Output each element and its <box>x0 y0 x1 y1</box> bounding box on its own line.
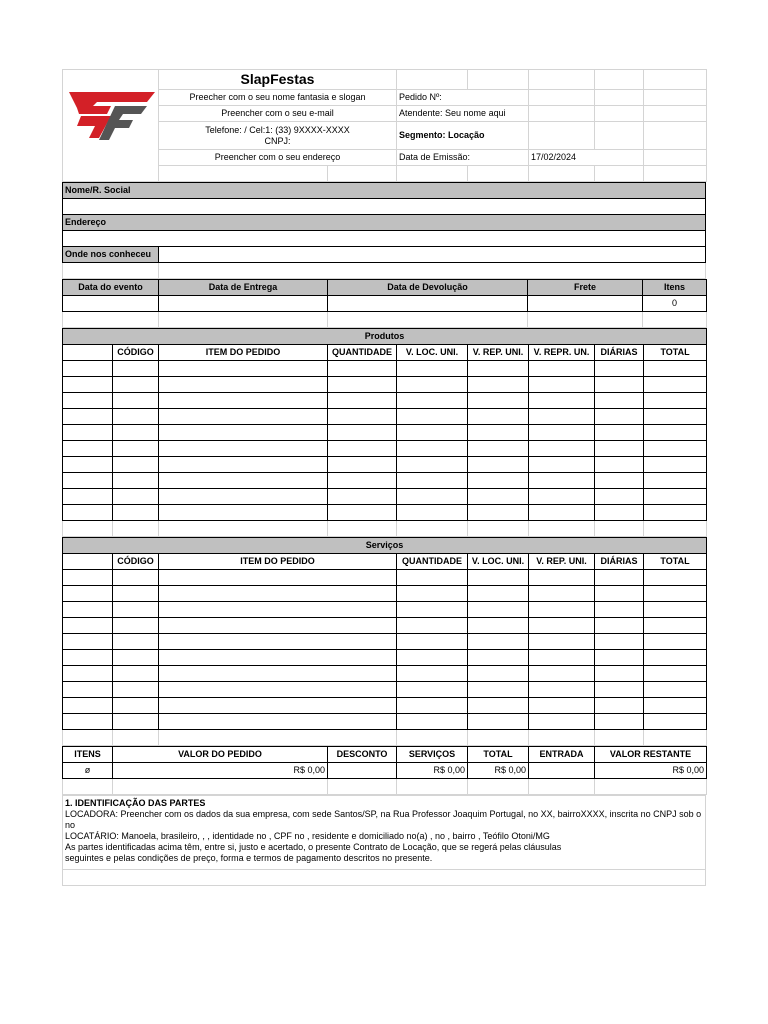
client-name-label: Nome/R. Social <box>63 183 706 199</box>
terms-section <box>62 795 706 886</box>
products-table-row <box>63 489 707 505</box>
phone-line: Telefone: / Cel:1: (33) 9XXXX-XXXX <box>205 124 350 135</box>
products-table <box>62 328 707 537</box>
services-table-cell[interactable] <box>468 666 529 682</box>
services-table-cell[interactable] <box>63 602 113 618</box>
products-table-cell[interactable] <box>529 425 595 441</box>
slogan-field[interactable]: Preecher com o seu nome fantasia e slogan <box>159 90 397 106</box>
services-table-cell[interactable] <box>397 650 468 666</box>
products-table-row <box>63 393 707 409</box>
services-table-cell[interactable] <box>468 682 529 698</box>
services-col-loc-unit: V. LOC. UNI. <box>468 554 529 570</box>
products-table-row <box>63 505 707 521</box>
services-table-cell[interactable] <box>468 698 529 714</box>
services-table-cell[interactable] <box>529 586 595 602</box>
services-table-cell[interactable] <box>644 602 707 618</box>
services-table-cell[interactable] <box>595 618 644 634</box>
products-table-cell[interactable] <box>595 425 644 441</box>
items-header: Itens <box>643 280 707 296</box>
terms-locatario: LOCATÁRIO: Manoela, brasileiro, , , identidade no , CPF no , residente e domiciliado no(a) , no , bairro , Teófilo Otoni/MG <box>65 831 550 841</box>
issue-date-value[interactable]: 17/02/2024 <box>529 150 644 166</box>
products-table-cell[interactable] <box>397 457 468 473</box>
totals-order-value-header: VALOR DO PEDIDO <box>113 747 328 763</box>
products-table-cell[interactable] <box>328 425 397 441</box>
services-table-cell[interactable] <box>529 602 595 618</box>
products-table-cell[interactable] <box>468 377 529 393</box>
products-table-cell[interactable] <box>113 377 159 393</box>
products-table-cell[interactable] <box>159 505 328 521</box>
services-table-cell[interactable] <box>644 570 707 586</box>
services-table-cell[interactable] <box>159 602 397 618</box>
products-table-cell[interactable] <box>595 473 644 489</box>
products-col-item: ITEM DO PEDIDO <box>159 345 328 361</box>
products-table-cell[interactable] <box>468 473 529 489</box>
products-table-cell[interactable] <box>644 489 707 505</box>
products-table-cell[interactable] <box>397 473 468 489</box>
services-table-cell[interactable] <box>595 570 644 586</box>
services-table-cell[interactable] <box>595 586 644 602</box>
services-table-cell[interactable] <box>397 698 468 714</box>
products-table-cell[interactable] <box>328 393 397 409</box>
services-table-cell[interactable] <box>529 618 595 634</box>
products-table-cell[interactable] <box>63 393 113 409</box>
products-table-cell[interactable] <box>644 393 707 409</box>
products-table-cell[interactable] <box>595 457 644 473</box>
products-table-cell[interactable] <box>113 489 159 505</box>
products-table-cell[interactable] <box>159 441 328 457</box>
order-number-label: Pedido Nº: <box>397 90 529 106</box>
products-table-cell[interactable] <box>397 409 468 425</box>
products-table-cell[interactable] <box>595 489 644 505</box>
products-table-row <box>63 425 707 441</box>
services-table-cell[interactable] <box>113 570 159 586</box>
products-title: Produtos <box>63 329 707 345</box>
logo-cell <box>63 70 159 182</box>
services-table-cell[interactable] <box>63 682 113 698</box>
products-table-cell[interactable] <box>468 441 529 457</box>
products-table-cell[interactable] <box>113 393 159 409</box>
services-table-cell[interactable] <box>63 698 113 714</box>
order-form-sheet <box>62 69 706 886</box>
products-table-cell[interactable] <box>529 393 595 409</box>
services-table-cell[interactable] <box>529 698 595 714</box>
services-table-row <box>63 634 707 650</box>
services-table-cell[interactable] <box>63 634 113 650</box>
products-table-cell[interactable] <box>529 505 595 521</box>
products-table-cell[interactable] <box>63 505 113 521</box>
event-date-header: Data do evento <box>63 280 159 296</box>
products-table-cell[interactable] <box>328 505 397 521</box>
services-table-cell[interactable] <box>159 650 397 666</box>
event-date-input[interactable] <box>63 296 159 312</box>
totals-down-payment-value[interactable] <box>529 763 595 779</box>
products-table-cell[interactable] <box>328 457 397 473</box>
services-table-cell[interactable] <box>595 602 644 618</box>
totals-order-value: R$ 0,00 <box>113 763 328 779</box>
services-table-cell[interactable] <box>529 714 595 730</box>
products-table-cell[interactable] <box>159 425 328 441</box>
services-table-cell[interactable] <box>113 634 159 650</box>
client-address-label: Endereço <box>63 215 706 231</box>
services-table-cell[interactable] <box>63 650 113 666</box>
services-table-row <box>63 570 707 586</box>
services-table-cell[interactable] <box>468 650 529 666</box>
products-table-row <box>63 409 707 425</box>
services-table-cell[interactable] <box>113 698 159 714</box>
services-title: Serviços <box>63 538 707 554</box>
services-table-cell[interactable] <box>63 570 113 586</box>
source-input[interactable] <box>159 247 706 263</box>
services-table-cell[interactable] <box>595 650 644 666</box>
totals-services-value: R$ 0,00 <box>397 763 468 779</box>
totals-remaining-value: R$ 0,00 <box>595 763 707 779</box>
services-table-cell[interactable] <box>397 634 468 650</box>
products-col-days: DIÁRIAS <box>595 345 644 361</box>
email-field[interactable]: Preencher com o seu e-mail <box>159 106 397 122</box>
services-table-cell[interactable] <box>529 682 595 698</box>
services-table-cell[interactable] <box>595 666 644 682</box>
products-table-row <box>63 377 707 393</box>
totals-table <box>62 746 707 795</box>
products-table-cell[interactable] <box>644 377 707 393</box>
products-table-cell[interactable] <box>328 473 397 489</box>
products-table-cell[interactable] <box>468 425 529 441</box>
services-col-rep-unit: V. REP. UNI. <box>529 554 595 570</box>
services-table-cell[interactable] <box>113 682 159 698</box>
services-table-cell[interactable] <box>595 634 644 650</box>
products-table-cell[interactable] <box>595 393 644 409</box>
services-table-cell[interactable] <box>529 666 595 682</box>
client-section <box>62 182 706 279</box>
freight-input[interactable] <box>528 296 643 312</box>
products-col-repr-unit: V. REPR. UN. <box>529 345 595 361</box>
cnpj-line: CNPJ: <box>264 135 291 146</box>
services-table-cell[interactable] <box>468 586 529 602</box>
services-table-cell[interactable] <box>529 570 595 586</box>
products-table-row <box>63 441 707 457</box>
services-table-row <box>63 682 707 698</box>
services-table-cell[interactable] <box>468 602 529 618</box>
services-table-cell[interactable] <box>644 650 707 666</box>
services-table-cell[interactable] <box>113 586 159 602</box>
products-table-cell[interactable] <box>159 473 328 489</box>
services-table-cell[interactable] <box>159 634 397 650</box>
services-table-cell[interactable] <box>397 602 468 618</box>
services-table-cell[interactable] <box>113 602 159 618</box>
products-table-cell[interactable] <box>644 441 707 457</box>
company-name: SlapFestas <box>159 70 397 90</box>
services-table <box>62 537 707 746</box>
freight-header: Frete <box>528 280 643 296</box>
products-table-cell[interactable] <box>468 409 529 425</box>
totals-items-value: ø <box>63 763 113 779</box>
products-table-cell[interactable] <box>595 377 644 393</box>
services-table-cell[interactable] <box>113 618 159 634</box>
services-table-cell[interactable] <box>397 682 468 698</box>
terms-heading: 1. IDENTIFICAÇÃO DAS PARTES <box>65 798 206 808</box>
products-table-row <box>63 361 707 377</box>
products-col-total: TOTAL <box>644 345 707 361</box>
products-table-cell[interactable] <box>328 409 397 425</box>
services-table-cell[interactable] <box>529 634 595 650</box>
client-address-input[interactable] <box>63 231 706 247</box>
services-table-cell[interactable] <box>113 666 159 682</box>
services-col-item: ITEM DO PEDIDO <box>159 554 397 570</box>
services-table-cell[interactable] <box>159 714 397 730</box>
products-table-cell[interactable] <box>529 473 595 489</box>
products-table-cell[interactable] <box>468 505 529 521</box>
products-table-cell[interactable] <box>397 393 468 409</box>
issue-date-label: Data de Emissão: <box>397 150 529 166</box>
products-table-cell[interactable] <box>63 457 113 473</box>
services-table-cell[interactable] <box>159 586 397 602</box>
products-table-cell[interactable] <box>529 457 595 473</box>
products-table-cell[interactable] <box>529 489 595 505</box>
services-table-cell[interactable] <box>468 570 529 586</box>
services-table-cell[interactable] <box>644 698 707 714</box>
terms-agreement: As partes identificadas acima têm, entre si, justo e acertado, o presente Contrato de Locação, que se regerá pelas cláusulas seguintes e pelas condições de preço, forma e termos de pagamento descritos no presente. <box>65 842 562 863</box>
services-table-cell[interactable] <box>644 682 707 698</box>
totals-discount-value[interactable] <box>328 763 397 779</box>
services-table-row <box>63 698 707 714</box>
company-logo <box>67 88 157 140</box>
services-table-row <box>63 666 707 682</box>
products-table-row <box>63 473 707 489</box>
products-table-cell[interactable] <box>159 409 328 425</box>
services-col-days: DIÁRIAS <box>595 554 644 570</box>
products-table-cell[interactable] <box>159 457 328 473</box>
services-table-cell[interactable] <box>159 682 397 698</box>
totals-down-payment-header: ENTRADA <box>529 747 595 763</box>
services-table-row <box>63 602 707 618</box>
products-table-cell[interactable] <box>397 425 468 441</box>
products-table-cell[interactable] <box>595 361 644 377</box>
services-table-cell[interactable] <box>644 714 707 730</box>
return-date-input[interactable] <box>328 296 528 312</box>
products-table-cell[interactable] <box>113 425 159 441</box>
services-table-cell[interactable] <box>644 634 707 650</box>
services-table-cell[interactable] <box>644 618 707 634</box>
products-table-cell[interactable] <box>529 441 595 457</box>
products-table-cell[interactable] <box>644 457 707 473</box>
company-header <box>62 69 707 182</box>
items-count: 0 <box>643 296 707 312</box>
products-table-cell[interactable] <box>63 425 113 441</box>
products-table-cell[interactable] <box>468 361 529 377</box>
products-col-rep-unit: V. REP. UNI. <box>468 345 529 361</box>
totals-total-value: R$ 0,00 <box>468 763 529 779</box>
services-table-cell[interactable] <box>63 586 113 602</box>
services-col-qty: QUANTIDADE <box>397 554 468 570</box>
products-table-cell[interactable] <box>595 441 644 457</box>
products-table-cell[interactable] <box>159 489 328 505</box>
products-table-cell[interactable] <box>468 489 529 505</box>
event-section <box>62 279 707 328</box>
products-table-cell[interactable] <box>529 377 595 393</box>
services-table-cell[interactable] <box>159 666 397 682</box>
source-label: Onde nos conheceu <box>63 247 159 263</box>
products-table-cell[interactable] <box>63 377 113 393</box>
services-table-cell[interactable] <box>595 714 644 730</box>
products-table-cell[interactable] <box>63 361 113 377</box>
services-table-cell[interactable] <box>595 698 644 714</box>
products-table-cell[interactable] <box>113 441 159 457</box>
services-table-cell[interactable] <box>159 618 397 634</box>
return-date-header: Data de Devolução <box>328 280 528 296</box>
products-table-cell[interactable] <box>397 377 468 393</box>
products-table-cell[interactable] <box>159 393 328 409</box>
products-table-cell[interactable] <box>113 473 159 489</box>
products-table-cell[interactable] <box>644 425 707 441</box>
products-col-loc-unit: V. LOC. UNI. <box>397 345 468 361</box>
services-table-cell[interactable] <box>468 714 529 730</box>
services-table-cell[interactable] <box>397 586 468 602</box>
products-table-cell[interactable] <box>113 505 159 521</box>
address-field[interactable]: Preencher com o seu endereço <box>159 150 397 166</box>
products-table-cell[interactable] <box>328 377 397 393</box>
terms-text <box>63 796 706 870</box>
services-table-row <box>63 586 707 602</box>
services-table-cell[interactable] <box>159 570 397 586</box>
services-table-cell[interactable] <box>113 650 159 666</box>
terms-locadora: LOCADORA: Preencher com os dados da sua empresa, com sede Santos/SP, na Rua Professor Joaquim Portugal, no XX, bairroXXXX, inscrita no CNPJ sob o no <box>65 809 702 830</box>
totals-remaining-header: VALOR RESTANTE <box>595 747 707 763</box>
services-table-cell[interactable] <box>468 634 529 650</box>
services-table-cell[interactable] <box>397 714 468 730</box>
client-name-input[interactable] <box>63 199 706 215</box>
services-table-cell[interactable] <box>63 618 113 634</box>
totals-total-header: TOTAL <box>468 747 529 763</box>
products-table-cell[interactable] <box>468 457 529 473</box>
products-table-cell[interactable] <box>529 409 595 425</box>
services-table-cell[interactable] <box>529 650 595 666</box>
services-table-cell[interactable] <box>63 666 113 682</box>
products-table-cell[interactable] <box>113 457 159 473</box>
products-table-cell[interactable] <box>159 361 328 377</box>
products-table-cell[interactable] <box>328 361 397 377</box>
services-table-cell[interactable] <box>468 618 529 634</box>
delivery-date-header: Data de Entrega <box>159 280 328 296</box>
products-table-cell[interactable] <box>113 409 159 425</box>
services-table-cell[interactable] <box>644 666 707 682</box>
products-table-cell[interactable] <box>63 473 113 489</box>
services-table-row <box>63 714 707 730</box>
segment-label: Segmento: Locação <box>397 122 529 150</box>
services-table-cell[interactable] <box>397 666 468 682</box>
services-table-cell[interactable] <box>595 682 644 698</box>
phone-cnpj-field[interactable] <box>159 122 397 150</box>
products-col-qty: QUANTIDADE <box>328 345 397 361</box>
services-col-code: CÓDIGO <box>113 554 159 570</box>
products-table-cell[interactable] <box>397 505 468 521</box>
totals-services-header: SERVIÇOS <box>397 747 468 763</box>
services-table-cell[interactable] <box>159 698 397 714</box>
products-table-cell[interactable] <box>468 393 529 409</box>
products-table-cell[interactable] <box>644 505 707 521</box>
products-table-cell[interactable] <box>159 377 328 393</box>
services-table-cell[interactable] <box>397 570 468 586</box>
totals-discount-header: DESCONTO <box>328 747 397 763</box>
products-col-code: CÓDIGO <box>113 345 159 361</box>
products-col-blank <box>63 345 113 361</box>
products-table-cell[interactable] <box>529 361 595 377</box>
services-table-cell[interactable] <box>63 714 113 730</box>
products-table-cell[interactable] <box>63 441 113 457</box>
services-table-row <box>63 650 707 666</box>
services-table-row <box>63 618 707 634</box>
services-col-blank <box>63 554 113 570</box>
products-table-cell[interactable] <box>397 361 468 377</box>
products-table-cell[interactable] <box>397 441 468 457</box>
services-table-cell[interactable] <box>397 618 468 634</box>
products-table-cell[interactable] <box>328 441 397 457</box>
products-table-cell[interactable] <box>397 489 468 505</box>
products-table-cell[interactable] <box>595 409 644 425</box>
attendant-label: Atendente: Seu nome aqui <box>397 106 529 122</box>
products-table-cell[interactable] <box>595 505 644 521</box>
products-table-cell[interactable] <box>63 489 113 505</box>
services-table-cell[interactable] <box>113 714 159 730</box>
services-col-total: TOTAL <box>644 554 707 570</box>
products-table-cell[interactable] <box>644 473 707 489</box>
products-table-cell[interactable] <box>328 489 397 505</box>
delivery-date-input[interactable] <box>159 296 328 312</box>
products-table-cell[interactable] <box>113 361 159 377</box>
totals-items-header: ITENS <box>63 747 113 763</box>
services-table-cell[interactable] <box>644 586 707 602</box>
products-table-cell[interactable] <box>63 409 113 425</box>
products-table-row <box>63 457 707 473</box>
products-table-cell[interactable] <box>644 361 707 377</box>
products-table-cell[interactable] <box>644 409 707 425</box>
